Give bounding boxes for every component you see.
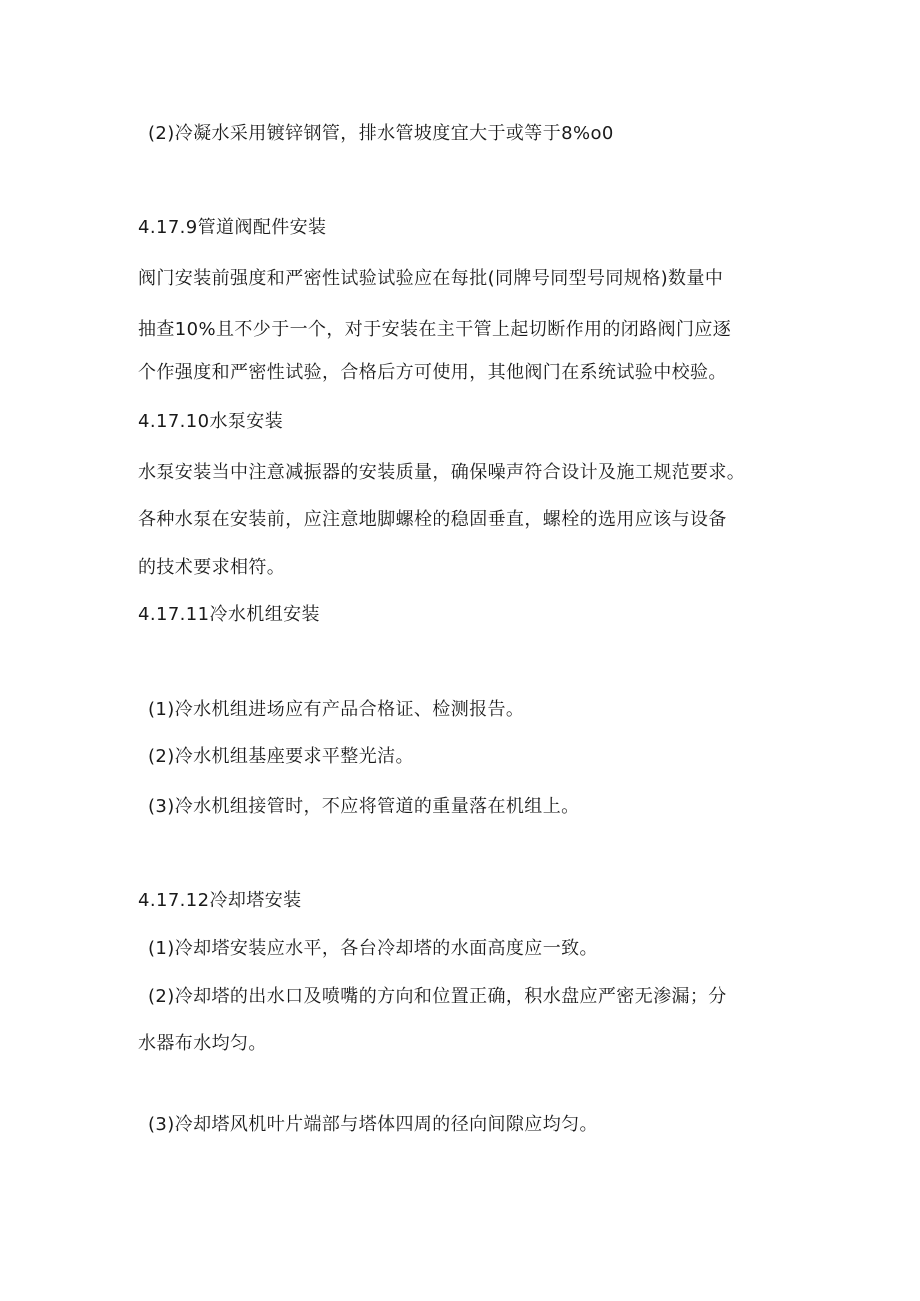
paragraph-pump-line-1: 水泵安装当中注意减振器的安装质量，确保噪声符合设计及施工规范要求。 (138, 462, 746, 483)
heading-4-17-9: 4.17.9管道阀配件安装 (138, 217, 327, 238)
list-item-chiller-3: (3)冷水机组接管时，不应将管道的重量落在机组上。 (148, 796, 580, 817)
paragraph-pump-line-2: 各种水泵在安装前，应注意地脚螺栓的稳固垂直，螺栓的选用应该与设备 (138, 509, 727, 530)
list-item-chiller-1: (1)冷水机组进场应有产品合格证、检测报告。 (148, 699, 525, 720)
paragraph-valve-line-1: 阀门安装前强度和严密性试验试验应在每批(同牌号同型号同规格)数量中 (138, 268, 724, 289)
paragraph-valve-line-2: 抽查10%且不少于一个，对于安装在主干管上起切断作用的闭路阀门应逐 (138, 319, 732, 340)
list-item-tower-1: (1)冷却塔安装应水平，各台冷却塔的水面高度应一致。 (148, 938, 598, 959)
list-item-tower-3: (3)冷却塔风机叶片端部与塔体四周的径向间隙应均匀。 (148, 1114, 598, 1135)
paragraph-condensate-pipe: (2)冷凝水采用镀锌钢管，排水管坡度宜大于或等于8%o0 (148, 123, 614, 144)
list-item-tower-2-cont: 水器布水均匀。 (138, 1033, 267, 1054)
paragraph-valve-line-3: 个作强度和严密性试验，合格后方可使用，其他阀门在系统试验中校验。 (138, 362, 727, 383)
heading-4-17-11: 4.17.11冷水机组安装 (138, 604, 320, 625)
list-item-chiller-2: (2)冷水机组基座要求平整光洁。 (148, 746, 414, 767)
heading-4-17-12: 4.17.12冷却塔安装 (138, 890, 302, 911)
heading-4-17-10: 4.17.10水泵安装 (138, 411, 284, 432)
paragraph-pump-line-3: 的技术要求相符。 (138, 557, 286, 578)
list-item-tower-2: (2)冷却塔的出水口及喷嘴的方向和位置正确，积水盘应严密无渗漏；分 (148, 986, 727, 1007)
